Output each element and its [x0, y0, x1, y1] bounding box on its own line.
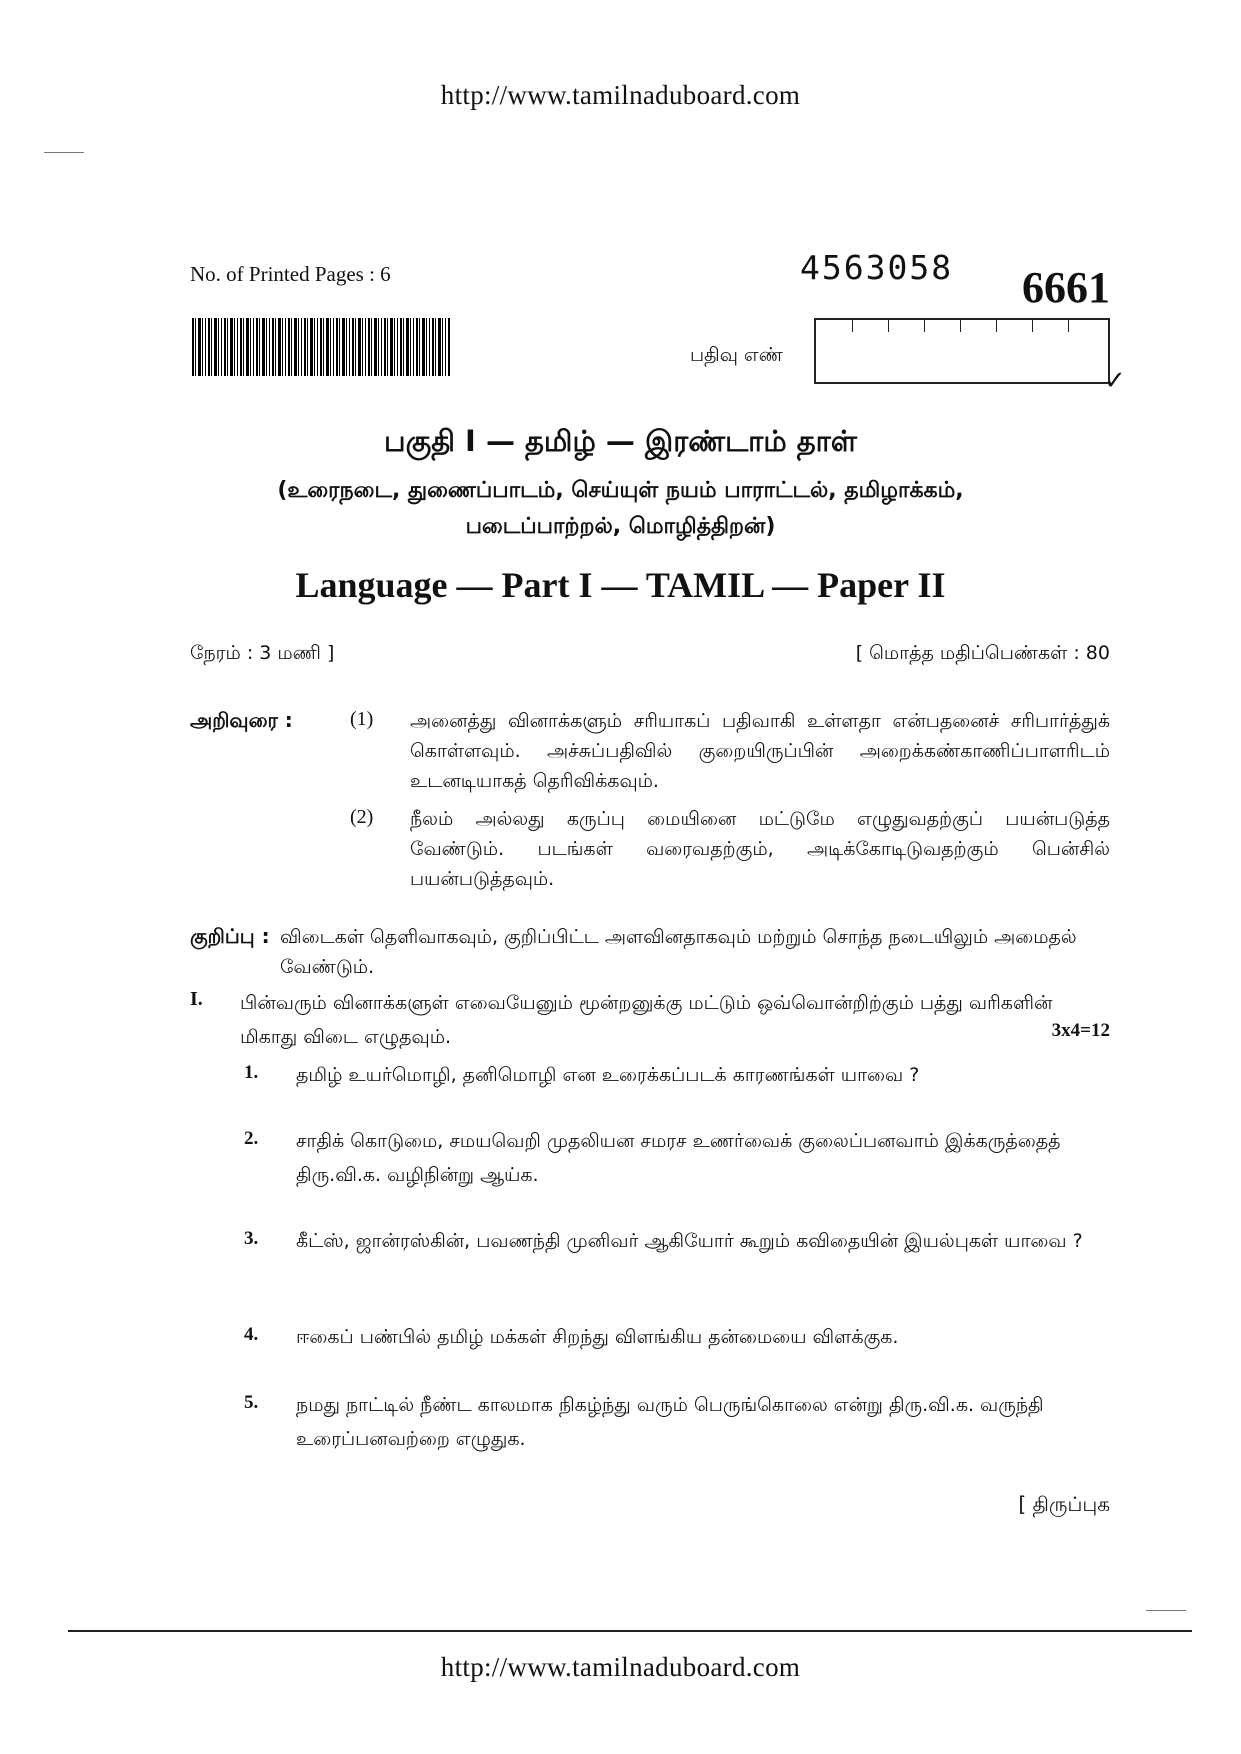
scan-artifact — [1146, 1610, 1186, 1611]
question-number: 3. — [244, 1228, 259, 1249]
question-text: தமிழ் உயர்மொழி, தனிமொழி என உரைக்கப்படக் காரணங்கள் யாவை ? — [296, 1064, 920, 1086]
subtitle-tamil-line1: (உரைநடை, துணைப்பாடம், செய்யுள் நயம் பாராட்டல், தமிழாக்கம், — [277, 478, 964, 503]
handwritten-code: 4563058 — [800, 248, 954, 287]
paper-code: 6661 — [1022, 263, 1110, 312]
header-url[interactable]: http://www.tamilnaduboard.com — [440, 80, 801, 110]
exam-time: நேரம் : 3 மணி ] — [190, 642, 335, 664]
instruction-text: அனைத்து வினாக்களும் சரியாகப் பதிவாகி உள்ளதா என்பதனைச் சரிபார்த்துக் கொள்ளவும். அச்சுப்பதிவில் குறையிருப்பின் அறைக்கண்காணிப்பாளரிடம் உடனடியாகத் தெரிவிக்கவும். — [410, 710, 1110, 792]
note-label: குறிப்பு : — [190, 924, 270, 948]
footer-divider — [68, 1630, 1192, 1632]
instructions-label: அறிவுரை : — [190, 708, 293, 732]
question-text: சாதிக் கொடுமை, சமயவெறி முதலியன சமரச உணர்வைக் குலைப்பனவாம் இக்கருத்தைத் திரு.வி.க. வழிநின்று ஆய்க. — [296, 1130, 1061, 1186]
title-tamil: பகுதி I — தமிழ் — இரண்டாம் தாள் — [384, 424, 857, 458]
footer-url[interactable]: http://www.tamilnaduboard.com — [440, 1652, 801, 1682]
printed-pages-count: No. of Printed Pages : 6 — [190, 262, 391, 286]
note-text: விடைகள் தெளிவாகவும், குறிப்பிட்ட அளவினதாகவும் மற்றும் சொந்த நடையிலும் அமைதல் வேண்டும். — [280, 926, 1077, 978]
instruction-number: (2) — [350, 806, 374, 828]
question-number: 5. — [244, 1392, 259, 1413]
max-marks: [ மொத்த மதிப்பெண்கள் : 80 — [855, 642, 1110, 664]
scan-artifact — [44, 152, 84, 153]
question-number: 4. — [244, 1324, 259, 1345]
section-marks: 3x4=12 — [1051, 1020, 1110, 1041]
question-text: நமது நாட்டில் நீண்ட காலமாக நிகழ்ந்து வரும் பெருங்கொலை என்று திரு.வி.க. வருந்தி உரைப்பனவற்றை எழுதுக. — [296, 1394, 1044, 1450]
question-number: 1. — [244, 1062, 259, 1083]
pen-mark-icon: ✓ — [1104, 366, 1126, 396]
turn-over-note: [ திருப்புக — [1018, 1492, 1110, 1516]
register-number-label: பதிவு எண் — [690, 344, 783, 366]
question-text: ஈகைப் பண்பில் தமிழ் மக்கள் சிறந்து விளங்கிய தன்மையை விளக்குக. — [296, 1326, 899, 1348]
barcode — [192, 318, 450, 376]
register-number-box[interactable] — [814, 318, 1110, 384]
section-number: I. — [190, 988, 203, 1010]
question-number: 2. — [244, 1128, 259, 1149]
instruction-text: நீலம் அல்லது கருப்பு மையினை மட்டுமே எழுதுவதற்குப் பயன்படுத்த வேண்டும். படங்கள் வரைவதற்கும், அடிக்கோடிடுவதற்கும் பென்சில் பயன்படுத்தவும். — [410, 808, 1110, 890]
subtitle-tamil-line2: படைப்பாற்றல், மொழித்திறன்) — [465, 514, 776, 539]
title-english: Language — Part I — TAMIL — Paper II — [295, 565, 946, 605]
instruction-number: (1) — [350, 708, 374, 730]
section-instruction: பின்வரும் வினாக்களுள் எவையேனும் மூன்றனுக்கு மட்டும் ஒவ்வொன்றிற்கும் பத்து வரிகளின் மிகாது விடை எழுதவும். — [240, 992, 1053, 1048]
question-text: கீட்ஸ், ஜான்ரஸ்கின், பவணந்தி முனிவர் ஆகியோர் கூறும் கவிதையின் இயல்புகள் யாவை ? — [296, 1230, 1083, 1252]
